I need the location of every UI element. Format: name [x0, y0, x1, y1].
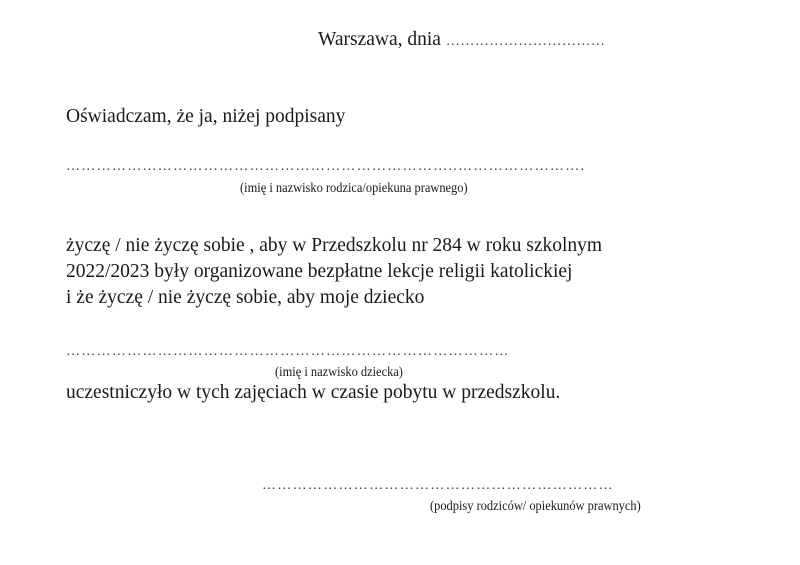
parent-name-caption: (imię i nazwisko rodzica/opiekuna prawnego): [240, 180, 468, 195]
parent-name-field[interactable]: …………………………………………………………………..…………………….: [66, 159, 586, 174]
body-line-2: 2022/2023 były organizowane bezpłatne lekcje religii katolickiej: [66, 261, 573, 282]
place-date-line: [318, 29, 605, 51]
child-name-caption: (imię i nazwisko dziecka): [275, 364, 403, 379]
date-field[interactable]: ……………………………: [445, 34, 606, 49]
child-name-field[interactable]: ……………………………………………………………………………: [66, 344, 510, 359]
body-line-3: i że życzę / nie życzę sobie, aby moje dziecko: [66, 287, 425, 308]
place-date-label: Warszawa, dnia: [318, 29, 441, 50]
signature-field[interactable]: ……………………………………………………………: [262, 478, 614, 493]
closing-line: uczestniczyło w tych zajęciach w czasie pobytu w przedszkolu.: [66, 382, 561, 403]
body-line-1: życzę / nie życzę sobie , aby w Przedszkolu nr 284 w roku szkolnym: [66, 235, 603, 256]
signature-caption: (podpisy rodziców/ opiekunów prawnych): [430, 498, 641, 513]
declaration-intro: Oświadczam, że ja, niżej podpisany: [66, 106, 346, 127]
